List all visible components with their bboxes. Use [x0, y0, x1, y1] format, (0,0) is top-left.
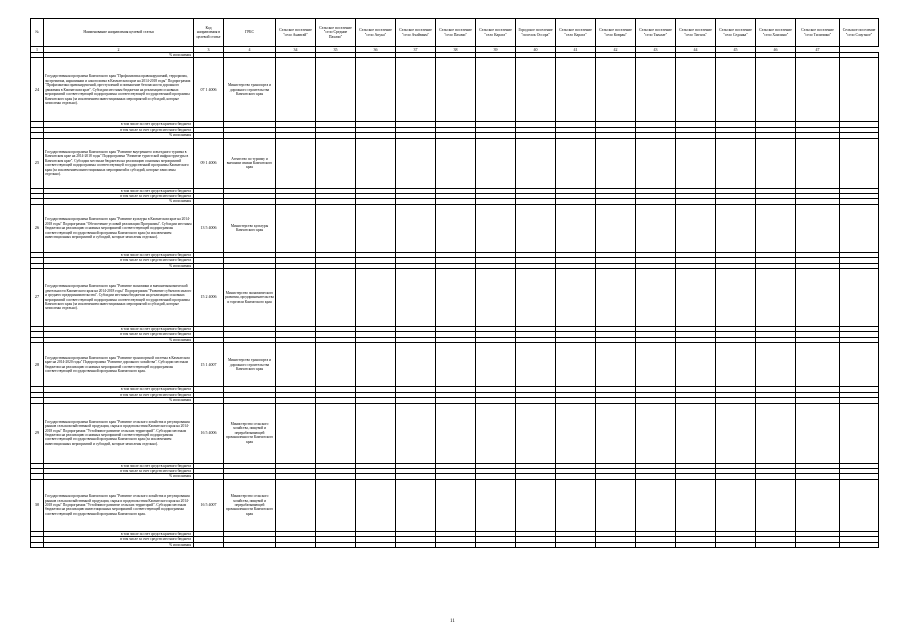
column-number: 47 [796, 47, 840, 53]
row-number: 30 [31, 479, 44, 531]
value-cell [796, 138, 840, 188]
value-cell [356, 58, 396, 122]
value-cell [516, 204, 556, 252]
row-grbs: Министерство транспорта и дорожного строительства Камчатского края [224, 343, 276, 387]
sub-row-label: в том числе за счет средств краевого бюджета [44, 252, 194, 257]
value-cell [556, 138, 596, 188]
value-cell [840, 343, 879, 387]
value-cell [356, 403, 396, 463]
header-settlement: Сельское поселение "село Средние Пахачи" [316, 19, 356, 47]
value-cell [840, 204, 879, 252]
value-cell [796, 269, 840, 327]
value-cell [316, 403, 356, 463]
value-cell [476, 204, 516, 252]
column-number: 42 [596, 47, 636, 53]
column-number: 36 [356, 47, 396, 53]
column-number: 38 [436, 47, 476, 53]
row-code: 07 1 4006 [194, 58, 224, 122]
header-settlement: Сельское поселение "село Хаилино" [756, 19, 796, 47]
value-cell [676, 204, 716, 252]
value-cell [476, 269, 516, 327]
value-cell [356, 204, 396, 252]
empty-cell [396, 542, 436, 547]
header-settlement: Сельское поселение "село Карага" [476, 19, 516, 47]
empty-cell [194, 542, 224, 547]
value-cell [676, 479, 716, 531]
row-description: Государственная программа Камчатского края "Развитие сельского хозяйства и регулирования рынков сельскохозяйственной продукции, сырья и продовольствия Камчатского края на 2014-2018 годы" Подпрограмма "Устойчивое развитие сельских территорий". Субсидии местным бюджетам на реализацию инвестиционных мероприятий соответствующей подпрограммы соответствующей государственной программы Камчатского края. [44, 479, 194, 531]
value-cell [636, 269, 676, 327]
value-cell [596, 138, 636, 188]
row-grbs: Агентство по туризму и внешним связям Камчатского края [224, 138, 276, 188]
row-number: 24 [31, 58, 44, 122]
value-cell [276, 58, 316, 122]
value-cell [596, 58, 636, 122]
budget-table-sheet [30, 18, 879, 548]
header-settlement: Сельское поселение "село Ковран" [596, 19, 636, 47]
empty-cell [31, 542, 44, 547]
value-cell [516, 403, 556, 463]
value-cell [636, 479, 676, 531]
value-cell [276, 479, 316, 531]
value-cell [636, 204, 676, 252]
value-cell [476, 479, 516, 531]
value-cell [436, 204, 476, 252]
sub-row-label: в том числе за счет средств местного бюджета [44, 258, 194, 263]
value-cell [796, 479, 840, 531]
value-cell [276, 343, 316, 387]
sub-row-label: в том числе за счет средств местного бюджета [44, 332, 194, 337]
value-cell [756, 138, 796, 188]
sub-row-label: % исполнения [44, 263, 194, 268]
sub-row-label: в том числе за счет средств краевого бюджета [44, 188, 194, 193]
value-cell [356, 138, 396, 188]
value-cell [516, 58, 556, 122]
budget-table [30, 18, 879, 548]
value-cell [436, 138, 476, 188]
sub-row-label: в том числе за счет средств краевого бюджета [44, 387, 194, 392]
value-cell [316, 204, 356, 252]
empty-cell [356, 542, 396, 547]
header-settlement: Сельское поселение "село Тиличики" [796, 19, 840, 47]
value-cell [316, 343, 356, 387]
value-cell [596, 204, 636, 252]
value-cell [756, 58, 796, 122]
value-cell [316, 269, 356, 327]
value-cell [716, 343, 756, 387]
value-cell [556, 58, 596, 122]
header-settlement: Городское поселение "поселок Оссора" [516, 19, 556, 47]
column-number: 41 [556, 47, 596, 53]
value-cell [840, 403, 879, 463]
value-cell [356, 269, 396, 327]
sub-row-label: в том числе за счет средств краевого бюджета [44, 122, 194, 127]
column-number: 1 [31, 47, 44, 53]
value-cell [316, 58, 356, 122]
value-cell [796, 58, 840, 122]
value-cell [676, 343, 716, 387]
program-row [31, 204, 879, 252]
value-cell [276, 204, 316, 252]
header-settlement: Сельское поселение "село Апука" [356, 19, 396, 47]
value-cell [716, 269, 756, 327]
header-name: Наименование направления целевой статьи [44, 19, 194, 47]
empty-cell [476, 542, 516, 547]
row-description: Государственная программа Камчатского края "Развитие экономики и внешнеэкономической деятельности Камчатского края на 2014-2018 годы" Подпрограмма "Развитие субъектов малого и среднего предпринимательства". Субсидии местным бюджетам на реализацию основных мероприятий соответствующей подпрограммы соответствующей государственной программы Камчатского края (за исключением инвестиционных мероприятий и субсидий, которые зачислены отдельно). [44, 269, 194, 327]
row-number: 26 [31, 204, 44, 252]
column-number: 45 [716, 47, 756, 53]
row-code: 15 1 4007 [194, 343, 224, 387]
value-cell [556, 479, 596, 531]
program-row [31, 343, 879, 387]
value-cell [676, 138, 716, 188]
program-row [31, 403, 879, 463]
row-grbs: Министерство транспорта и дорожного строительства Камчатского края [224, 58, 276, 122]
value-cell [596, 343, 636, 387]
header-grbs: ГРБС [224, 19, 276, 47]
value-cell [556, 204, 596, 252]
page-number: 11 [450, 619, 455, 624]
row-description: Государственная программа Камчатского края "Развитие сельского хозяйства и регулирования рынков сельскохозяйственной продукции, сырья и продовольствия Камчатского края на 2014-2018 годы" Подпрограмма "Устойчивое развитие сельских территорий". Субсидии местным бюджетам на реализацию основных мероприятий соответствующей подпрограммы соответствующей государственной программы Камчатского края (за исключением инвестиционных мероприятий и субсидий, которые зачислены отдельно). [44, 403, 194, 463]
value-cell [276, 269, 316, 327]
header-settlement: Сельское поселение "село Слаутное" [840, 19, 879, 47]
value-cell [676, 269, 716, 327]
row-description: Государственная программа Камчатского края "Развитие транспортной системы в Камчатском крае на 2014-2020 годы" Подпрограмма "Развитие дорожного хозяйства". Субсидии местным бюджетам на реализацию основных мероприятий соответствующей подпрограммы соответствующей государственной программы Камчатского края. [44, 343, 194, 387]
value-cell [556, 269, 596, 327]
column-number: 34 [276, 47, 316, 53]
value-cell [716, 479, 756, 531]
empty-cell [516, 542, 556, 547]
empty-cell [224, 542, 276, 547]
value-cell [840, 479, 879, 531]
sub-row-label: в том числе за счет средств местного бюджета [44, 468, 194, 473]
row-code: 09 1 4006 [194, 138, 224, 188]
row-description: Государственная программа Камчатского края "Развитие внутреннего и въездного туризма в Камчатском крае на 2014-2018 годы" Подпрограмма "Развитие туристской инфраструктуры в Камчатском крае". Субсидии местным бюджетам на реализацию основных мероприятий соответствующей подпрограммы соответствующей государственной программы Камчатского края (за исключением инвестиционных мероприятий и субсидий, которые зачислены отдельно). [44, 138, 194, 188]
value-cell [396, 479, 436, 531]
value-cell [556, 343, 596, 387]
value-cell [756, 479, 796, 531]
value-cell [396, 138, 436, 188]
value-cell [516, 269, 556, 327]
value-cell [756, 204, 796, 252]
sub-row-label: % исполнения [44, 53, 194, 58]
column-number: 35 [316, 47, 356, 53]
column-number: 4 [224, 47, 276, 53]
row-grbs: Министерство экономического развития, предпринимательства и торговли Камчатского края [224, 269, 276, 327]
value-cell [716, 403, 756, 463]
header-settlement: Сельское поселение "село Седанка" [716, 19, 756, 47]
sub-row-label: % исполнения [44, 199, 194, 204]
sub-row-label: % исполнения [44, 542, 194, 547]
value-cell [436, 403, 476, 463]
empty-cell [676, 542, 716, 547]
value-cell [636, 58, 676, 122]
value-cell [436, 269, 476, 327]
value-cell [516, 138, 556, 188]
value-cell [636, 343, 676, 387]
row-grbs: Министерство культуры Камчатского края [224, 204, 276, 252]
row-number: 27 [31, 269, 44, 327]
header-code: Код направления в целевой статье [194, 19, 224, 47]
value-cell [316, 138, 356, 188]
value-cell [436, 479, 476, 531]
empty-cell [756, 542, 796, 547]
sub-row-label: % исполнения [44, 133, 194, 138]
empty-cell [796, 542, 840, 547]
value-cell [596, 479, 636, 531]
value-cell [716, 138, 756, 188]
sub-row-label: в том числе за счет средств местного бюджета [44, 194, 194, 199]
column-number: 46 [756, 47, 796, 53]
value-cell [716, 204, 756, 252]
empty-cell [316, 542, 356, 547]
value-cell [596, 269, 636, 327]
row-code: 16 5 4006 [194, 403, 224, 463]
value-cell [840, 269, 879, 327]
value-cell [756, 269, 796, 327]
value-cell [396, 403, 436, 463]
value-cell [840, 138, 879, 188]
header-settlement: Сельское поселение "село Тымлат" [636, 19, 676, 47]
value-cell [396, 343, 436, 387]
header-row [31, 19, 879, 47]
sub-row-label: в том числе за счет средств краевого бюджета [44, 327, 194, 332]
program-row [31, 58, 879, 122]
sub-row-label: в том числе за счет средств местного бюджета [44, 392, 194, 397]
empty-cell [596, 542, 636, 547]
value-cell [396, 58, 436, 122]
row-number: 29 [31, 403, 44, 463]
sub-row-pct [31, 542, 879, 547]
value-cell [476, 343, 516, 387]
empty-cell [276, 542, 316, 547]
empty-cell [556, 542, 596, 547]
column-number: 44 [676, 47, 716, 53]
value-cell [676, 58, 716, 122]
value-cell [276, 403, 316, 463]
value-cell [636, 403, 676, 463]
row-number: 28 [31, 343, 44, 387]
sub-row-label: в том числе за счет средств краевого бюджета [44, 531, 194, 536]
column-number: 39 [476, 47, 516, 53]
empty-cell [636, 542, 676, 547]
value-cell [556, 403, 596, 463]
column-number: 2 [44, 47, 194, 53]
value-cell [796, 403, 840, 463]
row-description: Государственная программа Камчатского края "Развитие культуры в Камчатском крае на 2014-2018 годы" Подпрограмма "Обеспечение условий реализации Программы". Субсидии местным бюджетам на реализацию основных мероприятий соответствующей подпрограммы соответствующей государственной программы Камчатского края (за исключением инвестиционных мероприятий и субсидий, которые зачислены отдельно). [44, 204, 194, 252]
empty-cell [436, 542, 476, 547]
empty-cell [716, 542, 756, 547]
column-number: 3 [194, 47, 224, 53]
value-cell [476, 138, 516, 188]
value-cell [396, 269, 436, 327]
value-cell [476, 403, 516, 463]
empty-cell [840, 542, 879, 547]
program-row [31, 479, 879, 531]
value-cell [636, 138, 676, 188]
column-number: 37 [396, 47, 436, 53]
header-num: № [31, 19, 44, 47]
value-cell [756, 403, 796, 463]
row-description: Государственная программа Камчатского края "Профилактика правонарушений, терроризма, экстремизма, наркомании и алкоголизма в Камчатском крае на 2014-2018 годы" Подпрограмма "Профилактика правонарушений, преступлений и повышение безопасности дорожного движения в Камчатском крае". Субсидии местным бюджетам на реализацию основных мероприятий соответствующей подпрограммы соответствующей государственной программы Камчатского края (за исключением инвестиционных мероприятий и субсидий, которые зачислены отдельно). [44, 58, 194, 122]
value-cell [436, 343, 476, 387]
column-number: 43 [636, 47, 676, 53]
program-row [31, 138, 879, 188]
header-settlement: Сельское поселение "село Тигиль" [676, 19, 716, 47]
value-cell [276, 138, 316, 188]
sub-row-label: в том числе за счет средств местного бюджета [44, 127, 194, 132]
value-cell [596, 403, 636, 463]
row-code: 13 5 4006 [194, 204, 224, 252]
header-settlement: Сельское поселение "село Анавгай" [276, 19, 316, 47]
row-grbs: Министерство сельского хозяйства, пищевой и перерабатывающей промышленности Камчатского края [224, 403, 276, 463]
sub-row-label: в том числе за счет средств краевого бюджета [44, 463, 194, 468]
header-settlement: Сельское поселение "село Ачайваям" [396, 19, 436, 47]
value-cell [756, 343, 796, 387]
row-code: 15 2 4006 [194, 269, 224, 327]
value-cell [476, 58, 516, 122]
value-cell [356, 343, 396, 387]
row-number: 25 [31, 138, 44, 188]
value-cell [676, 403, 716, 463]
column-number: 40 [516, 47, 556, 53]
row-grbs: Министерство сельского хозяйства, пищевой и перерабатывающей промышленности Камчатского края [224, 479, 276, 531]
header-settlement: Сельское поселение "село Карага" [556, 19, 596, 47]
value-cell [436, 58, 476, 122]
sub-row-label: % исполнения [44, 474, 194, 479]
value-cell [796, 204, 840, 252]
sub-row-label: % исполнения [44, 398, 194, 403]
value-cell [316, 479, 356, 531]
header-settlement: Сельское поселение "село Пахачи" [436, 19, 476, 47]
value-cell [516, 479, 556, 531]
value-cell [396, 204, 436, 252]
value-cell [356, 479, 396, 531]
value-cell [716, 58, 756, 122]
program-row [31, 269, 879, 327]
sub-row-label: % исполнения [44, 337, 194, 342]
value-cell [516, 343, 556, 387]
value-cell [796, 343, 840, 387]
sub-row-label: в том числе за счет средств местного бюджета [44, 537, 194, 542]
value-cell [840, 58, 879, 122]
row-code: 16 5 4007 [194, 479, 224, 531]
